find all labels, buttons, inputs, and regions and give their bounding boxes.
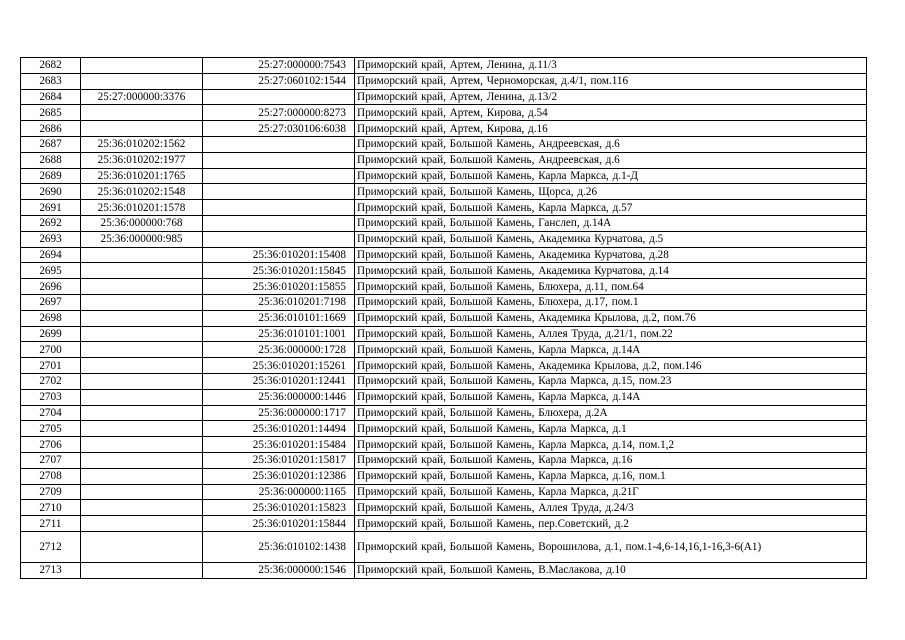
row-number-cell: 2694 xyxy=(21,247,81,263)
address-cell: Приморский край, Большой Камень, Академика Курчатова, д.5 xyxy=(355,231,867,247)
table-row xyxy=(21,89,867,105)
table-row xyxy=(21,468,867,484)
row-number-cell: 2687 xyxy=(21,136,81,152)
cadastral-number-alt-cell: 25:36:000000:1446 xyxy=(203,389,355,405)
address-cell: Приморский край, Артем, Ленина, д.13/2 xyxy=(355,89,867,105)
row-number-cell: 2708 xyxy=(21,468,81,484)
cadastral-number-cell xyxy=(81,294,203,310)
table-row xyxy=(21,516,867,532)
cadastral-number-cell: 25:36:010202:1548 xyxy=(81,184,203,200)
address-cell: Приморский край, Большой Камень, Карла Маркса, д.1-Д xyxy=(355,168,867,184)
address-cell: Приморский край, Большой Камень, Академика Крылова, д.2, пом.76 xyxy=(355,310,867,326)
address-cell: Приморский край, Большой Камень, Карла Маркса, д.16, пом.1 xyxy=(355,468,867,484)
cadastral-number-cell xyxy=(81,500,203,516)
row-number-cell: 2703 xyxy=(21,389,81,405)
row-number-cell: 2697 xyxy=(21,294,81,310)
cadastral-number-alt-cell: 25:36:010201:15817 xyxy=(203,452,355,468)
table-row xyxy=(21,421,867,437)
row-number-cell: 2688 xyxy=(21,152,81,168)
row-number-cell: 2712 xyxy=(21,531,81,562)
table-row xyxy=(21,73,867,89)
row-number-cell: 2686 xyxy=(21,121,81,137)
address-cell: Приморский край, Большой Камень, Аллея Труда, д.21/1, пом.22 xyxy=(355,326,867,342)
cadastral-number-cell xyxy=(81,121,203,137)
cadastral-number-cell: 25:27:000000:3376 xyxy=(81,89,203,105)
address-cell: Приморский край, Большой Камень, пер.Советский, д.2 xyxy=(355,516,867,532)
cadastral-number-cell xyxy=(81,73,203,89)
table-row xyxy=(21,121,867,137)
cadastral-number-cell xyxy=(81,279,203,295)
row-number-cell: 2695 xyxy=(21,263,81,279)
table-row xyxy=(21,58,867,74)
cadastral-number-alt-cell: 25:36:000000:1717 xyxy=(203,405,355,421)
row-number-cell: 2701 xyxy=(21,358,81,374)
address-cell: Приморский край, Большой Камень, Карла Маркса, д.1 xyxy=(355,421,867,437)
row-number-cell: 2706 xyxy=(21,437,81,453)
table-row xyxy=(21,500,867,516)
property-table xyxy=(20,57,867,579)
cadastral-number-cell xyxy=(81,310,203,326)
address-cell: Приморский край, Большой Камень, Академика Крылова, д.2, пом.146 xyxy=(355,358,867,374)
table-row xyxy=(21,279,867,295)
address-cell: Приморский край, Артем, Ленина, д.11/3 xyxy=(355,58,867,74)
cadastral-number-alt-cell: 25:27:060102:1544 xyxy=(203,73,355,89)
row-number-cell: 2704 xyxy=(21,405,81,421)
address-cell: Приморский край, Большой Камень, Блюхера, д.17, пом.1 xyxy=(355,294,867,310)
cadastral-number-alt-cell: 25:36:010201:7198 xyxy=(203,294,355,310)
cadastral-number-alt-cell: 25:36:010201:15845 xyxy=(203,263,355,279)
table-row xyxy=(21,247,867,263)
address-cell: Приморский край, Большой Камень, Андреевская, д.6 xyxy=(355,152,867,168)
row-number-cell: 2710 xyxy=(21,500,81,516)
cadastral-number-cell xyxy=(81,58,203,74)
address-cell: Приморский край, Артем, Кирова, д.16 xyxy=(355,121,867,137)
cadastral-number-alt-cell xyxy=(203,152,355,168)
address-cell: Приморский край, Большой Камень, В.Маслакова, д.10 xyxy=(355,562,867,578)
table-row xyxy=(21,326,867,342)
cadastral-number-cell: 25:36:000000:768 xyxy=(81,215,203,231)
row-number-cell: 2691 xyxy=(21,200,81,216)
address-cell: Приморский край, Большой Камень, Карла Маркса, д.21Г xyxy=(355,484,867,500)
address-cell: Приморский край, Большой Камень, Карла Маркса, д.14А xyxy=(355,342,867,358)
address-cell: Приморский край, Большой Камень, Карла Маркса, д.57 xyxy=(355,200,867,216)
cadastral-number-cell xyxy=(81,468,203,484)
address-cell: Приморский край, Большой Камень, Андреевская, д.6 xyxy=(355,136,867,152)
cadastral-number-alt-cell: 25:36:010201:12441 xyxy=(203,373,355,389)
cadastral-number-cell: 25:36:000000:985 xyxy=(81,231,203,247)
table-row xyxy=(21,531,867,562)
cadastral-number-alt-cell: 25:27:000000:8273 xyxy=(203,105,355,121)
document-page xyxy=(20,57,866,579)
cadastral-number-alt-cell: 25:27:000000:7543 xyxy=(203,58,355,74)
address-cell: Приморский край, Большой Камень, Аллея Труда, д.24/3 xyxy=(355,500,867,516)
cadastral-number-alt-cell xyxy=(203,136,355,152)
table-row xyxy=(21,389,867,405)
cadastral-number-cell xyxy=(81,405,203,421)
table-row xyxy=(21,437,867,453)
table-row xyxy=(21,168,867,184)
cadastral-number-alt-cell: 25:36:010201:15261 xyxy=(203,358,355,374)
cadastral-number-alt-cell: 25:36:010201:15855 xyxy=(203,279,355,295)
address-cell: Приморский край, Большой Камень, Щорса, д.26 xyxy=(355,184,867,200)
cadastral-number-cell xyxy=(81,452,203,468)
cadastral-number-cell xyxy=(81,389,203,405)
cadastral-number-cell xyxy=(81,263,203,279)
cadastral-number-cell: 25:36:010202:1977 xyxy=(81,152,203,168)
cadastral-number-cell xyxy=(81,247,203,263)
row-number-cell: 2682 xyxy=(21,58,81,74)
table-row xyxy=(21,231,867,247)
property-table-body xyxy=(21,58,867,579)
row-number-cell: 2692 xyxy=(21,215,81,231)
cadastral-number-alt-cell: 25:36:010201:15844 xyxy=(203,516,355,532)
cadastral-number-cell xyxy=(81,358,203,374)
address-cell: Приморский край, Большой Камень, Карла Маркса, д.14А xyxy=(355,389,867,405)
cadastral-number-alt-cell: 25:36:010101:1001 xyxy=(203,326,355,342)
cadastral-number-alt-cell xyxy=(203,215,355,231)
table-row xyxy=(21,215,867,231)
address-cell: Приморский край, Большой Камень, Карла Маркса, д.16 xyxy=(355,452,867,468)
cadastral-number-alt-cell: 25:36:000000:1546 xyxy=(203,562,355,578)
table-row xyxy=(21,562,867,578)
table-row xyxy=(21,342,867,358)
table-row xyxy=(21,105,867,121)
table-row xyxy=(21,184,867,200)
row-number-cell: 2685 xyxy=(21,105,81,121)
cadastral-number-alt-cell: 25:36:010201:15484 xyxy=(203,437,355,453)
table-row xyxy=(21,405,867,421)
cadastral-number-alt-cell xyxy=(203,89,355,105)
address-cell: Приморский край, Большой Камень, Карла Маркса, д.14, пом.1,2 xyxy=(355,437,867,453)
cadastral-number-alt-cell: 25:36:010201:15408 xyxy=(203,247,355,263)
cadastral-number-alt-cell: 25:36:010101:1669 xyxy=(203,310,355,326)
row-number-cell: 2696 xyxy=(21,279,81,295)
row-number-cell: 2693 xyxy=(21,231,81,247)
cadastral-number-cell xyxy=(81,484,203,500)
row-number-cell: 2683 xyxy=(21,73,81,89)
cadastral-number-cell xyxy=(81,531,203,562)
cadastral-number-cell: 25:36:010201:1765 xyxy=(81,168,203,184)
cadastral-number-cell xyxy=(81,373,203,389)
cadastral-number-alt-cell xyxy=(203,200,355,216)
cadastral-number-cell xyxy=(81,516,203,532)
cadastral-number-alt-cell: 25:36:010201:14494 xyxy=(203,421,355,437)
table-row xyxy=(21,358,867,374)
cadastral-number-alt-cell: 25:36:010201:12386 xyxy=(203,468,355,484)
cadastral-number-cell xyxy=(81,562,203,578)
cadastral-number-cell: 25:36:010202:1562 xyxy=(81,136,203,152)
cadastral-number-alt-cell xyxy=(203,231,355,247)
address-cell: Приморский край, Большой Камень, Академика Курчатова, д.28 xyxy=(355,247,867,263)
cadastral-number-alt-cell: 25:36:010102:1438 xyxy=(203,531,355,562)
cadastral-number-cell xyxy=(81,421,203,437)
table-row xyxy=(21,373,867,389)
address-cell: Приморский край, Большой Камень, Академика Курчатова, д.14 xyxy=(355,263,867,279)
row-number-cell: 2698 xyxy=(21,310,81,326)
cadastral-number-alt-cell: 25:36:000000:1728 xyxy=(203,342,355,358)
address-cell: Приморский край, Большой Камень, Ворошилова, д.1, пом.1-4,6-14,16,1-16,3-6(А1) xyxy=(355,531,867,562)
row-number-cell: 2699 xyxy=(21,326,81,342)
cadastral-number-alt-cell xyxy=(203,184,355,200)
cadastral-number-alt-cell: 25:36:000000:1165 xyxy=(203,484,355,500)
cadastral-number-cell: 25:36:010201:1578 xyxy=(81,200,203,216)
row-number-cell: 2689 xyxy=(21,168,81,184)
row-number-cell: 2713 xyxy=(21,562,81,578)
cadastral-number-cell xyxy=(81,342,203,358)
cadastral-number-alt-cell xyxy=(203,168,355,184)
row-number-cell: 2711 xyxy=(21,516,81,532)
address-cell: Приморский край, Большой Камень, Блюхера, д.2А xyxy=(355,405,867,421)
table-row xyxy=(21,263,867,279)
table-row xyxy=(21,136,867,152)
address-cell: Приморский край, Артем, Кирова, д.54 xyxy=(355,105,867,121)
address-cell: Приморский край, Большой Камень, Ганслеп, д.14А xyxy=(355,215,867,231)
row-number-cell: 2709 xyxy=(21,484,81,500)
table-row xyxy=(21,152,867,168)
row-number-cell: 2705 xyxy=(21,421,81,437)
row-number-cell: 2707 xyxy=(21,452,81,468)
cadastral-number-cell xyxy=(81,437,203,453)
cadastral-number-alt-cell: 25:36:010201:15823 xyxy=(203,500,355,516)
address-cell: Приморский край, Артем, Черноморская, д.4/1, пом.116 xyxy=(355,73,867,89)
table-row xyxy=(21,200,867,216)
cadastral-number-cell xyxy=(81,105,203,121)
table-row xyxy=(21,452,867,468)
table-row xyxy=(21,310,867,326)
cadastral-number-alt-cell: 25:27:030106:6038 xyxy=(203,121,355,137)
row-number-cell: 2690 xyxy=(21,184,81,200)
row-number-cell: 2684 xyxy=(21,89,81,105)
row-number-cell: 2702 xyxy=(21,373,81,389)
address-cell: Приморский край, Большой Камень, Карла Маркса, д.15, пом.23 xyxy=(355,373,867,389)
table-row xyxy=(21,484,867,500)
row-number-cell: 2700 xyxy=(21,342,81,358)
table-row xyxy=(21,294,867,310)
cadastral-number-cell xyxy=(81,326,203,342)
address-cell: Приморский край, Большой Камень, Блюхера, д.11, пом.64 xyxy=(355,279,867,295)
